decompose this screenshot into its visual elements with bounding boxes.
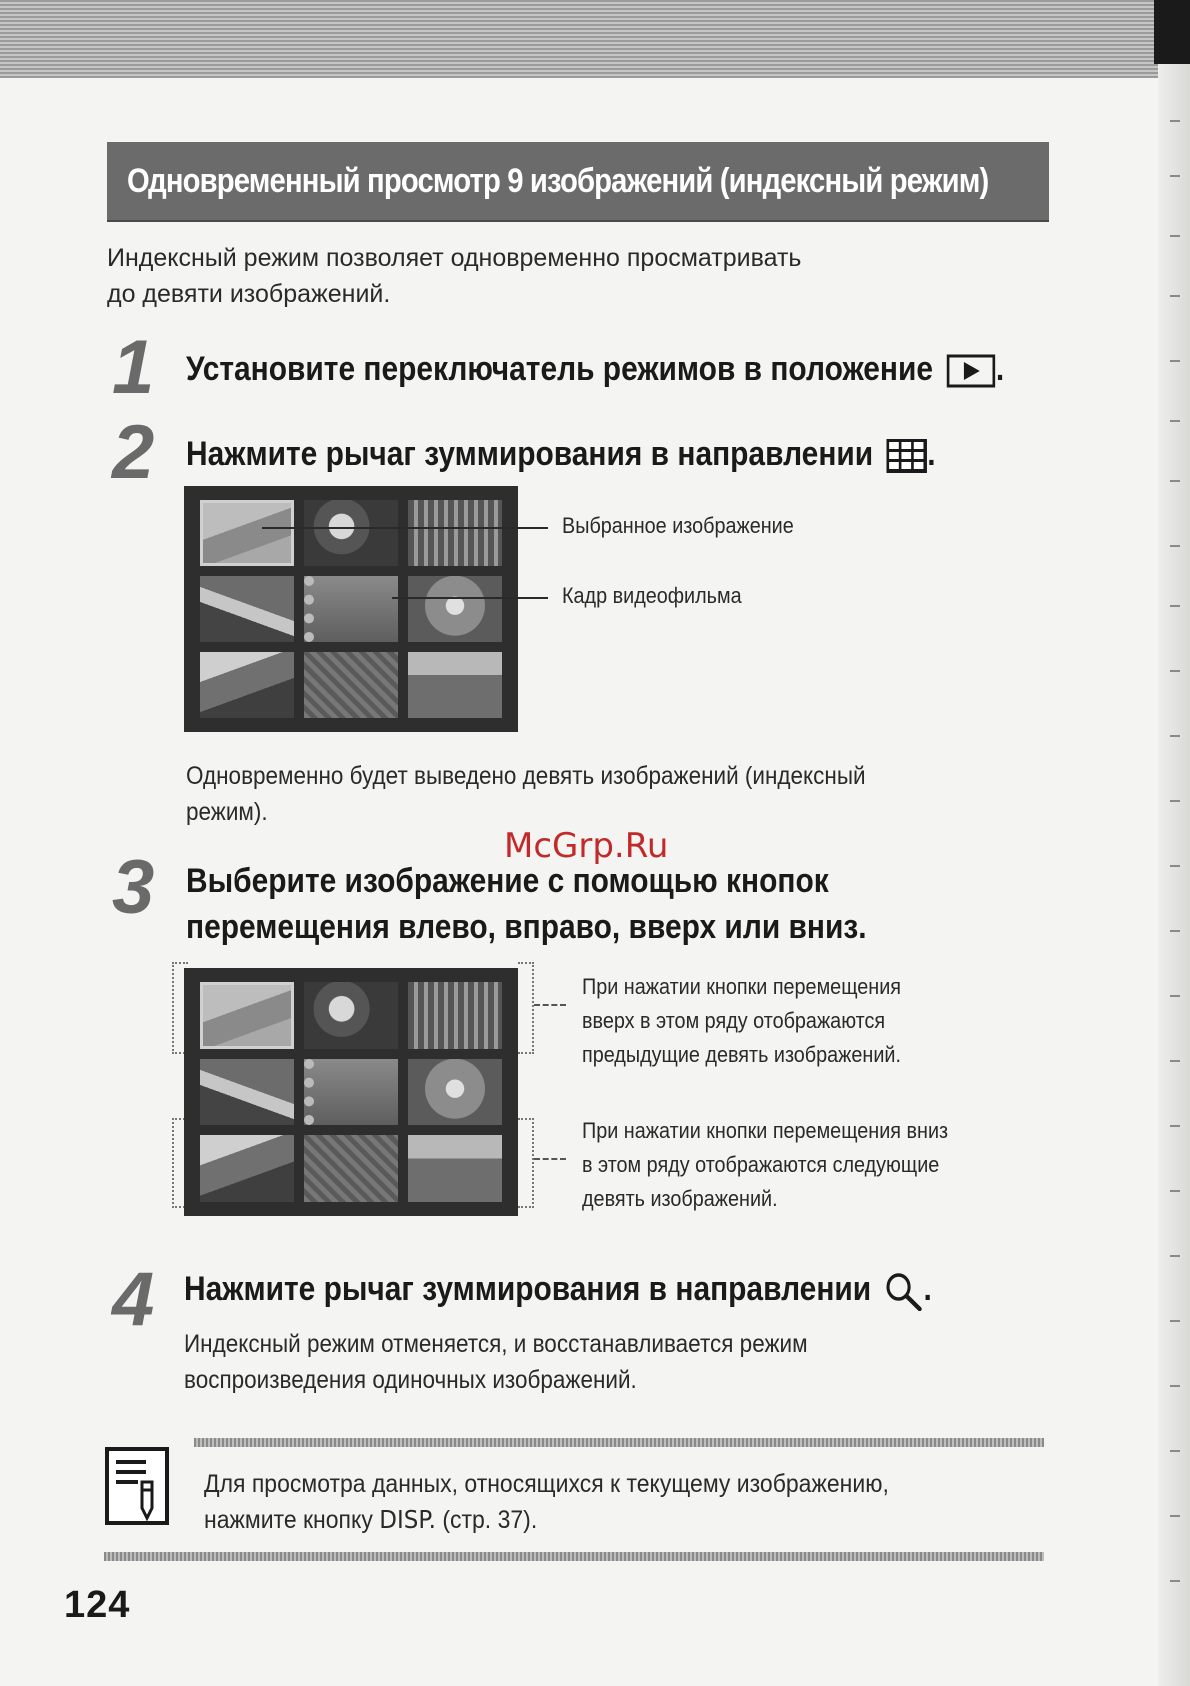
leader-line — [262, 527, 548, 529]
index-grid-icon — [887, 439, 927, 473]
leader-line — [534, 1004, 566, 1006]
step-1-number: 1 — [112, 325, 155, 410]
magnifier-icon — [885, 1271, 924, 1311]
disp-button-label: DISP. — [379, 1505, 436, 1534]
step-4-number: 4 — [112, 1257, 155, 1342]
step-3-number: 3 — [112, 845, 155, 930]
thumbnail — [408, 1059, 502, 1126]
thumbnail — [200, 652, 294, 718]
playback-icon — [947, 354, 996, 388]
watermark: McGrp.Ru — [504, 826, 669, 866]
note-bottom-rule — [104, 1552, 1044, 1561]
step-4-description: Индексный режим отменяется, и восстанавливается режим воспроизведения одиночных изображений. — [184, 1330, 808, 1394]
step-2-heading: Нажмите рычаг зуммирования в направлении . — [186, 435, 936, 473]
step-2-description: Одновременно будет выведено девять изображений (индексный режим). — [186, 762, 866, 826]
page-number: 124 — [64, 1584, 131, 1626]
thumbnail-selected — [200, 982, 294, 1049]
thumbnail — [408, 982, 502, 1049]
thumbnail-movie — [304, 1059, 398, 1126]
row-bracket-bottom-right — [518, 1118, 534, 1208]
thumbnail — [304, 652, 398, 718]
page-title: Одновременный просмотр 9 изображений (индексный режим) — [127, 161, 989, 200]
step-2-number: 2 — [112, 410, 155, 495]
thumbnail — [200, 1135, 294, 1202]
memo-note-icon — [104, 1446, 170, 1526]
thumbnail — [200, 1059, 294, 1126]
leader-line — [534, 1158, 566, 1160]
scan-right-edge — [1158, 0, 1190, 1686]
step-1-heading: Установите переключатель режимов в положение . — [186, 350, 1005, 388]
callout-up-row: При нажатии кнопки перемещения вверх в этом ряду отображаются предыдущие девять изображений. — [582, 974, 902, 1067]
callout-movie-frame: Кадр видеофильма — [562, 583, 742, 608]
thumbnail — [304, 1135, 398, 1202]
thumbnail-movie — [304, 576, 398, 642]
thumbnail — [200, 576, 294, 642]
index-screen-figure-1 — [184, 486, 518, 732]
callout-selected-image: Выбранное изображение — [562, 513, 794, 538]
note-top-rule — [194, 1438, 1044, 1447]
index-screen-figure-2 — [184, 968, 518, 1216]
note-line-2: нажмите кнопку DISP. (стр. 37). — [204, 1505, 538, 1534]
row-bracket-top-right — [518, 962, 534, 1054]
note-text: Для просмотра данных, относящихся к текущему изображению, нажмите кнопку DISP. (стр. 37). — [204, 1466, 889, 1538]
section-header — [107, 142, 1049, 222]
thumbnail — [304, 982, 398, 1049]
thumbnail — [408, 500, 502, 566]
step-3-heading: Выберите изображение с помощью кнопок перемещения влево, вправо, вверх или вниз. — [186, 862, 867, 946]
scan-corner — [1154, 0, 1190, 64]
thumbnail — [408, 576, 502, 642]
thumbnail-selected — [200, 500, 294, 566]
leader-line — [392, 597, 548, 599]
callout-down-row: При нажатии кнопки перемещения вниз в этом ряду отображаются следующие девять изображений. — [582, 1118, 949, 1211]
thumbnail — [304, 500, 398, 566]
thumbnail — [408, 652, 502, 718]
thumbnail — [408, 1135, 502, 1202]
step-4-heading: Нажмите рычаг зуммирования в направлении . — [184, 1266, 932, 1312]
intro-paragraph: Индексный режим позволяет одновременно просматривать до девяти изображений. — [107, 244, 802, 308]
scan-top-band — [0, 0, 1158, 78]
